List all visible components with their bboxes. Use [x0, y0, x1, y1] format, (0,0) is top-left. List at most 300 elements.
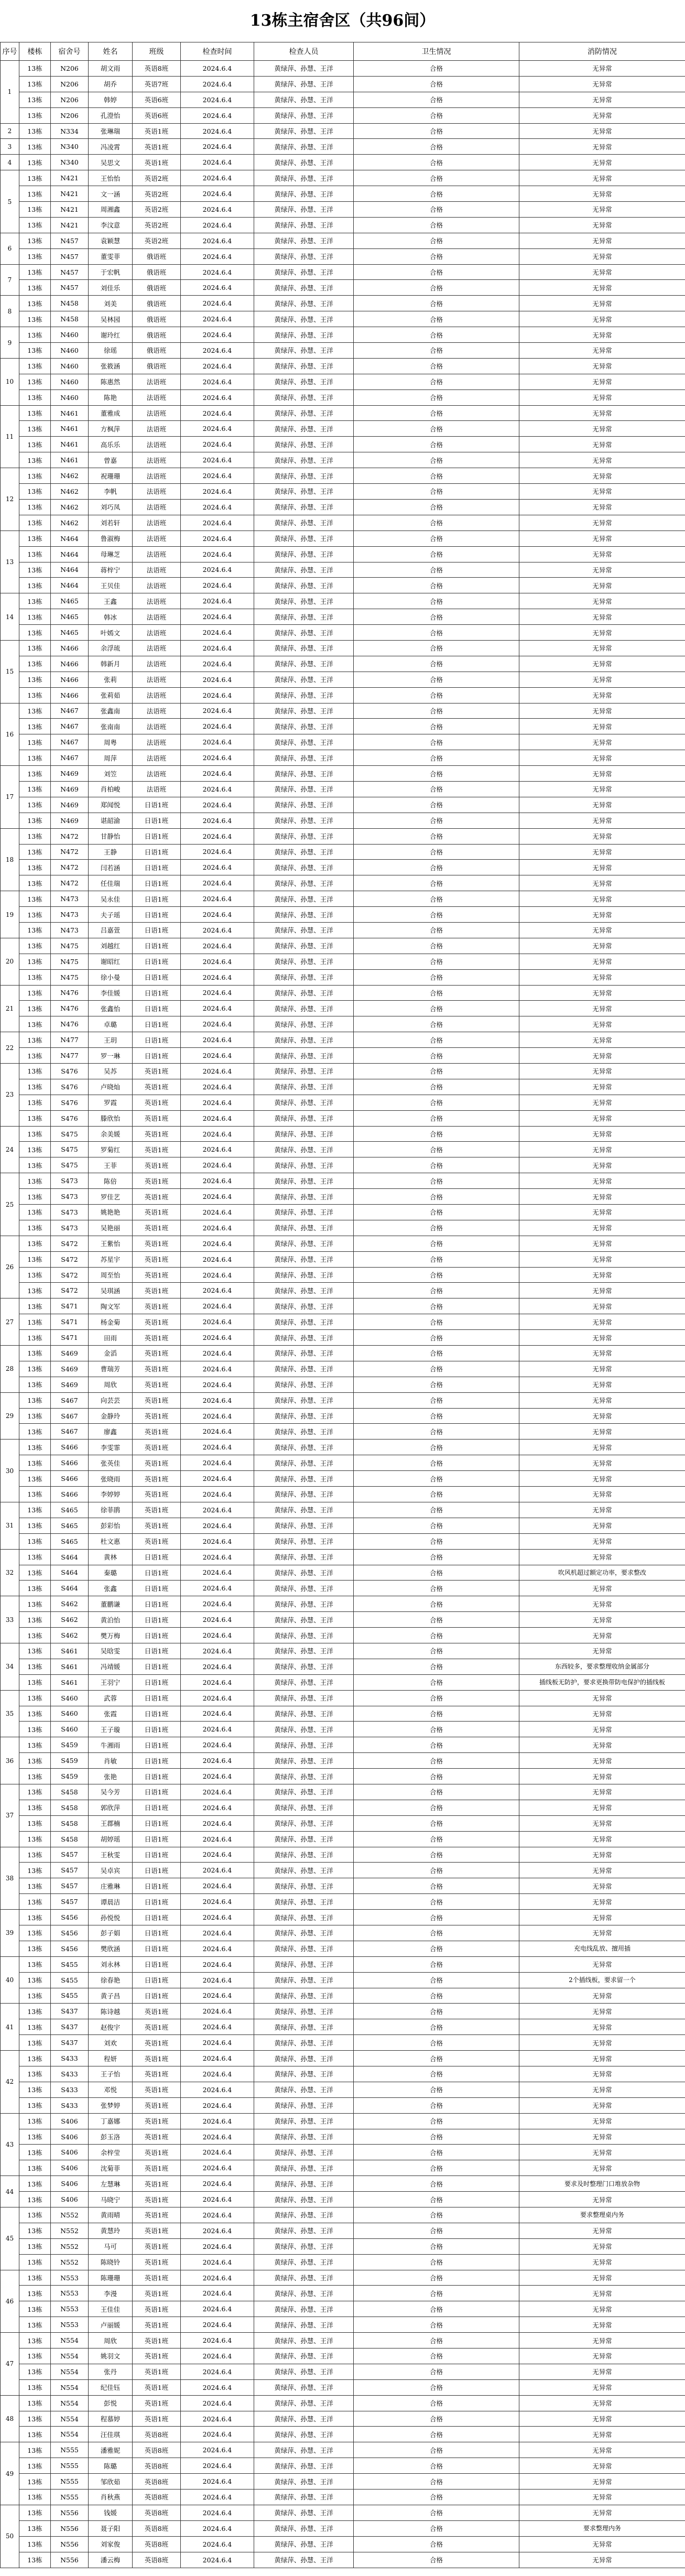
table-row: [1, 1220, 685, 1236]
table-row: [1, 1016, 685, 1032]
cell-class: 英语1班: [133, 1251, 181, 1267]
cell-hygiene: 合格: [354, 1706, 519, 1722]
cell-room: S462: [51, 1596, 89, 1612]
cell-name: 曹瑞芳: [89, 1361, 133, 1377]
cell-name: 冯凌霄: [89, 139, 133, 155]
cell-class: 日语1班: [133, 922, 181, 938]
cell-building: 13栋: [19, 969, 51, 985]
cell-fire: 无异常: [519, 1455, 685, 1471]
table-row: [1, 1424, 685, 1439]
table-row: [1, 1549, 685, 1565]
cell-room: S461: [51, 1674, 89, 1690]
cell-name: 陈惠然: [89, 374, 133, 389]
cell-inspectors: 黄绿萍、孙慧、王洋: [254, 1001, 354, 1016]
cell-inspectors: 黄绿萍、孙慧、王洋: [254, 985, 354, 1001]
cell-hygiene: 合格: [354, 703, 519, 719]
cell-seq: 2: [1, 123, 19, 139]
cell-name: 王秋雯: [89, 1847, 133, 1863]
cell-name: 蒋梓宁: [89, 562, 133, 578]
cell-room: N554: [51, 2333, 89, 2348]
cell-fire: 无异常: [519, 1439, 685, 1455]
table-row: [1, 891, 685, 907]
cell-room: N462: [51, 499, 89, 515]
cell-building: 13栋: [19, 1581, 51, 1596]
cell-room: N473: [51, 907, 89, 923]
cell-room: N553: [51, 2270, 89, 2286]
table-row: [1, 2145, 685, 2160]
cell-building: 13栋: [19, 813, 51, 828]
cell-hygiene: 合格: [354, 92, 519, 107]
cell-name: 潘雅妮: [89, 2442, 133, 2458]
cell-room: S466: [51, 1439, 89, 1455]
table-row: [1, 1972, 685, 1988]
cell-building: 13栋: [19, 2301, 51, 2317]
cell-seq: 31: [1, 1502, 19, 1549]
cell-class: 日语1班: [133, 1737, 181, 1753]
cell-inspectors: 黄绿萍、孙慧、王洋: [254, 1330, 354, 1346]
cell-inspectors: 黄绿萍、孙慧、王洋: [254, 922, 354, 938]
cell-fire: 无异常: [519, 1894, 685, 1910]
cell-fire: 无异常: [519, 1095, 685, 1110]
cell-inspectors: 黄绿萍、孙慧、王洋: [254, 1565, 354, 1581]
table-row: [1, 1706, 685, 1722]
cell-room: S467: [51, 1408, 89, 1424]
cell-hygiene: 合格: [354, 170, 519, 186]
cell-seq: 41: [1, 2004, 19, 2051]
cell-seq: 22: [1, 1032, 19, 1064]
cell-building: 13栋: [19, 719, 51, 734]
cell-class: 法语班: [133, 593, 181, 609]
cell-inspectors: 黄绿萍、孙慧、王洋: [254, 1346, 354, 1361]
cell-room: N457: [51, 233, 89, 248]
table-row: [1, 170, 685, 186]
cell-fire: 无异常: [519, 954, 685, 969]
cell-class: 英语1班: [133, 2004, 181, 2019]
table-row: [1, 1298, 685, 1314]
cell-name: 李佳媛: [89, 985, 133, 1001]
cell-time: 2024.6.4: [181, 531, 254, 546]
cell-hygiene: 合格: [354, 2458, 519, 2474]
cell-hygiene: 合格: [354, 1894, 519, 1910]
cell-time: 2024.6.4: [181, 1251, 254, 1267]
cell-room: N475: [51, 938, 89, 954]
cell-hygiene: 合格: [354, 1157, 519, 1173]
cell-time: 2024.6.4: [181, 468, 254, 484]
cell-class: 英语1班: [133, 1361, 181, 1377]
cell-hygiene: 合格: [354, 186, 519, 202]
cell-time: 2024.6.4: [181, 985, 254, 1001]
cell-room: S456: [51, 1910, 89, 1925]
cell-hygiene: 合格: [354, 1518, 519, 1533]
cell-hygiene: 合格: [354, 452, 519, 468]
table-row: [1, 2301, 685, 2317]
cell-name: 张莉: [89, 672, 133, 687]
cell-inspectors: 黄绿萍、孙慧、王洋: [254, 938, 354, 954]
cell-fire: 无异常: [519, 609, 685, 625]
cell-name: 武蓉: [89, 1690, 133, 1706]
cell-seq: 49: [1, 2442, 19, 2505]
cell-time: 2024.6.4: [181, 217, 254, 233]
cell-hygiene: 合格: [354, 1581, 519, 1596]
table-row: [1, 280, 685, 296]
cell-name: 王羽宁: [89, 1674, 133, 1690]
cell-room: S456: [51, 1925, 89, 1941]
cell-time: 2024.6.4: [181, 1173, 254, 1189]
cell-hygiene: 合格: [354, 2301, 519, 2317]
cell-hygiene: 合格: [354, 2411, 519, 2427]
table-row: [1, 186, 685, 202]
cell-inspectors: 黄绿萍、孙慧、王洋: [254, 891, 354, 907]
table-row: [1, 875, 685, 891]
cell-time: 2024.6.4: [181, 1628, 254, 1643]
header-name: 姓名: [89, 42, 133, 61]
cell-name: 余美媛: [89, 1126, 133, 1142]
cell-class: 英语1班: [133, 1502, 181, 1518]
cell-seq: 11: [1, 405, 19, 468]
cell-name: 刘巧凤: [89, 499, 133, 515]
cell-seq: 7: [1, 264, 19, 296]
cell-fire: 无异常: [519, 437, 685, 452]
cell-building: 13栋: [19, 1142, 51, 1157]
cell-hygiene: 合格: [354, 1643, 519, 1659]
cell-room: N467: [51, 734, 89, 750]
cell-name: 母琳芝: [89, 546, 133, 562]
cell-time: 2024.6.4: [181, 1455, 254, 1471]
cell-fire: 无异常: [519, 2160, 685, 2176]
cell-room: S433: [51, 2066, 89, 2082]
cell-building: 13栋: [19, 1016, 51, 1032]
cell-class: 法语班: [133, 421, 181, 437]
cell-name: 肖敏: [89, 1753, 133, 1769]
table-row: [1, 1863, 685, 1878]
cell-inspectors: 黄绿萍、孙慧、王洋: [254, 2207, 354, 2223]
table-row: [1, 76, 685, 92]
cell-class: 法语班: [133, 609, 181, 625]
cell-time: 2024.6.4: [181, 2097, 254, 2113]
cell-building: 13栋: [19, 2223, 51, 2238]
cell-class: 英语6班: [133, 107, 181, 123]
cell-building: 13栋: [19, 1815, 51, 1831]
cell-name: 张鑫怡: [89, 1001, 133, 1016]
cell-class: 英语1班: [133, 139, 181, 155]
cell-building: 13栋: [19, 1628, 51, 1643]
cell-time: 2024.6.4: [181, 2207, 254, 2223]
cell-building: 13栋: [19, 1612, 51, 1628]
cell-hygiene: 合格: [354, 217, 519, 233]
cell-time: 2024.6.4: [181, 1110, 254, 1126]
cell-time: 2024.6.4: [181, 2192, 254, 2207]
cell-room: N469: [51, 797, 89, 813]
cell-inspectors: 黄绿萍、孙慧、王洋: [254, 2019, 354, 2035]
cell-time: 2024.6.4: [181, 1549, 254, 1565]
cell-time: 2024.6.4: [181, 2458, 254, 2474]
cell-fire: 无异常: [519, 1628, 685, 1643]
cell-time: 2024.6.4: [181, 1831, 254, 1847]
cell-fire: 无异常: [519, 1424, 685, 1439]
cell-building: 13栋: [19, 531, 51, 546]
cell-room: S473: [51, 1220, 89, 1236]
cell-fire: 无异常: [519, 1173, 685, 1189]
cell-fire: 无异常: [519, 1189, 685, 1205]
cell-building: 13栋: [19, 1925, 51, 1941]
cell-room: N206: [51, 61, 89, 77]
cell-fire: 无异常: [519, 155, 685, 170]
table-row: [1, 1110, 685, 1126]
cell-time: 2024.6.4: [181, 186, 254, 202]
cell-inspectors: 黄绿萍、孙慧、王洋: [254, 1142, 354, 1157]
table-row: [1, 672, 685, 687]
cell-inspectors: 黄绿萍、孙慧、王洋: [254, 1424, 354, 1439]
cell-room: S437: [51, 2035, 89, 2051]
cell-room: N461: [51, 405, 89, 421]
cell-hygiene: 合格: [354, 2270, 519, 2286]
cell-hygiene: 合格: [354, 374, 519, 389]
cell-hygiene: 合格: [354, 1439, 519, 1455]
cell-seq: 26: [1, 1236, 19, 1298]
cell-time: 2024.6.4: [181, 1298, 254, 1314]
cell-building: 13栋: [19, 2051, 51, 2066]
cell-seq: 28: [1, 1346, 19, 1393]
cell-inspectors: 黄绿萍、孙慧、王洋: [254, 1205, 354, 1220]
cell-room: N460: [51, 343, 89, 359]
cell-seq: 34: [1, 1643, 19, 1690]
cell-name: 高乐乐: [89, 437, 133, 452]
cell-hygiene: 合格: [354, 2379, 519, 2395]
cell-hygiene: 合格: [354, 1471, 519, 1487]
cell-building: 13栋: [19, 938, 51, 954]
cell-hygiene: 合格: [354, 2097, 519, 2113]
cell-hygiene: 合格: [354, 1910, 519, 1925]
cell-class: 英语2班: [133, 217, 181, 233]
cell-inspectors: 黄绿萍、孙慧、王洋: [254, 248, 354, 264]
table-row: [1, 139, 685, 155]
cell-building: 13栋: [19, 1110, 51, 1126]
cell-inspectors: 黄绿萍、孙慧、王洋: [254, 1988, 354, 2004]
table-row: [1, 656, 685, 672]
table-row: [1, 2411, 685, 2427]
cell-inspectors: 黄绿萍、孙慧、王洋: [254, 1048, 354, 1064]
cell-class: 英语1班: [133, 2270, 181, 2286]
cell-room: N464: [51, 578, 89, 593]
table-row: [1, 609, 685, 625]
cell-building: 13栋: [19, 1737, 51, 1753]
cell-time: 2024.6.4: [181, 1674, 254, 1690]
cell-fire: 无异常: [519, 2129, 685, 2145]
table-row: [1, 2254, 685, 2270]
cell-fire-note: 插线板无防护，要求更换带防电保护的插线板: [519, 1674, 685, 1690]
cell-seq: 4: [1, 155, 19, 170]
cell-hygiene: 合格: [354, 2505, 519, 2520]
cell-time: 2024.6.4: [181, 2019, 254, 2035]
table-row: [1, 985, 685, 1001]
cell-hygiene: 合格: [354, 797, 519, 813]
table-row: [1, 1643, 685, 1659]
cell-name: 张鑫: [89, 1581, 133, 1596]
table-row: [1, 2458, 685, 2474]
cell-fire: 无异常: [519, 311, 685, 327]
table-row: [1, 1205, 685, 1220]
cell-time: 2024.6.4: [181, 1565, 254, 1581]
cell-room: S433: [51, 2082, 89, 2097]
cell-time: 2024.6.4: [181, 61, 254, 77]
cell-building: 13栋: [19, 2192, 51, 2207]
cell-inspectors: 黄绿萍、孙慧、王洋: [254, 766, 354, 782]
cell-room: S469: [51, 1361, 89, 1377]
cell-building: 13栋: [19, 233, 51, 248]
cell-time: 2024.6.4: [181, 170, 254, 186]
cell-room: S475: [51, 1126, 89, 1142]
cell-class: 俄语班: [133, 343, 181, 359]
cell-hygiene: 合格: [354, 421, 519, 437]
cell-fire: 无异常: [519, 1910, 685, 1925]
table-row: [1, 1831, 685, 1847]
cell-seq: 39: [1, 1910, 19, 1957]
cell-name: 黄雨晴: [89, 2207, 133, 2223]
cell-inspectors: 黄绿萍、孙慧、王洋: [254, 1612, 354, 1628]
header-class: 班级: [133, 42, 181, 61]
cell-time: 2024.6.4: [181, 1518, 254, 1533]
cell-inspectors: 黄绿萍、孙慧、王洋: [254, 2035, 354, 2051]
cell-fire: 无异常: [519, 499, 685, 515]
cell-fire: 无异常: [519, 2536, 685, 2552]
cell-name: 程妍: [89, 2051, 133, 2066]
cell-fire-note: 要求及时整理门口堆放杂物: [519, 2176, 685, 2192]
cell-hygiene: 合格: [354, 954, 519, 969]
table-row: [1, 2395, 685, 2411]
cell-hygiene: 合格: [354, 609, 519, 625]
cell-time: 2024.6.4: [181, 1016, 254, 1032]
cell-fire: 无异常: [519, 813, 685, 828]
cell-time: 2024.6.4: [181, 2301, 254, 2317]
cell-fire: 无异常: [519, 1722, 685, 1737]
cell-hygiene: 合格: [354, 1424, 519, 1439]
cell-inspectors: 黄绿萍、孙慧、王洋: [254, 2129, 354, 2145]
cell-class: 英语1班: [133, 2019, 181, 2035]
cell-building: 13栋: [19, 578, 51, 593]
cell-hygiene: 合格: [354, 1628, 519, 1643]
cell-hygiene: 合格: [354, 546, 519, 562]
table-row: [1, 2270, 685, 2286]
table-row: [1, 907, 685, 923]
cell-seq: 44: [1, 2176, 19, 2207]
cell-room: S457: [51, 1894, 89, 1910]
cell-building: 13栋: [19, 2364, 51, 2379]
cell-hygiene: 合格: [354, 1847, 519, 1863]
cell-time: 2024.6.4: [181, 280, 254, 296]
cell-room: N458: [51, 296, 89, 311]
cell-class: 法语班: [133, 374, 181, 389]
cell-building: 13栋: [19, 1518, 51, 1533]
cell-hygiene: 合格: [354, 1314, 519, 1330]
cell-seq: 20: [1, 938, 19, 985]
cell-time: 2024.6.4: [181, 1596, 254, 1612]
cell-fire: 无异常: [519, 1377, 685, 1392]
header-building: 楼栋: [19, 42, 51, 61]
cell-seq: 23: [1, 1064, 19, 1127]
cell-hygiene: 合格: [354, 515, 519, 531]
cell-fire: 无异常: [519, 1267, 685, 1283]
cell-class: 日语1班: [133, 1831, 181, 1847]
cell-time: 2024.6.4: [181, 1001, 254, 1016]
cell-name: 张南南: [89, 719, 133, 734]
cell-fire: 无异常: [519, 358, 685, 374]
cell-room: N457: [51, 280, 89, 296]
cell-fire: 无异常: [519, 2270, 685, 2286]
cell-name: 周粤: [89, 734, 133, 750]
cell-time: 2024.6.4: [181, 1157, 254, 1173]
cell-inspectors: 黄绿萍、孙慧、王洋: [254, 1722, 354, 1737]
cell-building: 13栋: [19, 1878, 51, 1894]
cell-room: N473: [51, 922, 89, 938]
cell-hygiene: 合格: [354, 1110, 519, 1126]
cell-class: 英语8班: [133, 2552, 181, 2568]
table-row: [1, 969, 685, 985]
cell-inspectors: 黄绿萍、孙慧、王洋: [254, 1032, 354, 1048]
cell-seq: 25: [1, 1173, 19, 1236]
cell-class: 英语8班: [133, 2520, 181, 2536]
cell-fire: 无异常: [519, 2254, 685, 2270]
cell-name: 陈倍: [89, 1173, 133, 1189]
cell-room: N464: [51, 562, 89, 578]
cell-time: 2024.6.4: [181, 2442, 254, 2458]
cell-room: N555: [51, 2490, 89, 2505]
cell-hygiene: 合格: [354, 248, 519, 264]
cell-room: N554: [51, 2364, 89, 2379]
cell-class: 英语1班: [133, 1126, 181, 1142]
cell-building: 13栋: [19, 2270, 51, 2286]
cell-time: 2024.6.4: [181, 2004, 254, 2019]
cell-fire: 无异常: [519, 264, 685, 280]
cell-time: 2024.6.4: [181, 2238, 254, 2254]
cell-class: 俄语班: [133, 248, 181, 264]
inspection-table: [0, 42, 685, 2568]
cell-room: N466: [51, 640, 89, 656]
table-row: [1, 625, 685, 641]
cell-fire: 无异常: [519, 468, 685, 484]
cell-room: S475: [51, 1157, 89, 1173]
cell-building: 13栋: [19, 1847, 51, 1863]
cell-name: 徐瑶: [89, 343, 133, 359]
cell-time: 2024.6.4: [181, 1079, 254, 1095]
cell-fire-note: 东西较多，要求整理收纳金属部分: [519, 1659, 685, 1674]
cell-name: 牛湘雨: [89, 1737, 133, 1753]
cell-room: N465: [51, 609, 89, 625]
cell-fire: 无异常: [519, 766, 685, 782]
cell-fire: 无异常: [519, 1142, 685, 1157]
cell-room: S466: [51, 1455, 89, 1471]
cell-seq: 29: [1, 1392, 19, 1439]
cell-inspectors: 黄绿萍、孙慧、王洋: [254, 2411, 354, 2427]
cell-room: S464: [51, 1549, 89, 1565]
cell-time: 2024.6.4: [181, 2348, 254, 2364]
cell-name: 张鑫南: [89, 703, 133, 719]
cell-inspectors: 黄绿萍、孙慧、王洋: [254, 672, 354, 687]
cell-inspectors: 黄绿萍、孙慧、王洋: [254, 327, 354, 343]
cell-class: 英语1班: [133, 2238, 181, 2254]
cell-fire: 无异常: [519, 484, 685, 500]
table-row: [1, 2097, 685, 2113]
cell-class: 英语1班: [133, 2097, 181, 2113]
cell-name: 陈艳: [89, 389, 133, 405]
table-row: [1, 1267, 685, 1283]
cell-building: 13栋: [19, 1330, 51, 1346]
cell-time: 2024.6.4: [181, 1706, 254, 1722]
cell-name: 刘佳乐: [89, 280, 133, 296]
cell-name: 李婷婷: [89, 1487, 133, 1502]
header-room: 宿舍号: [51, 42, 89, 61]
cell-class: 法语班: [133, 640, 181, 656]
cell-class: 日语1班: [133, 891, 181, 907]
